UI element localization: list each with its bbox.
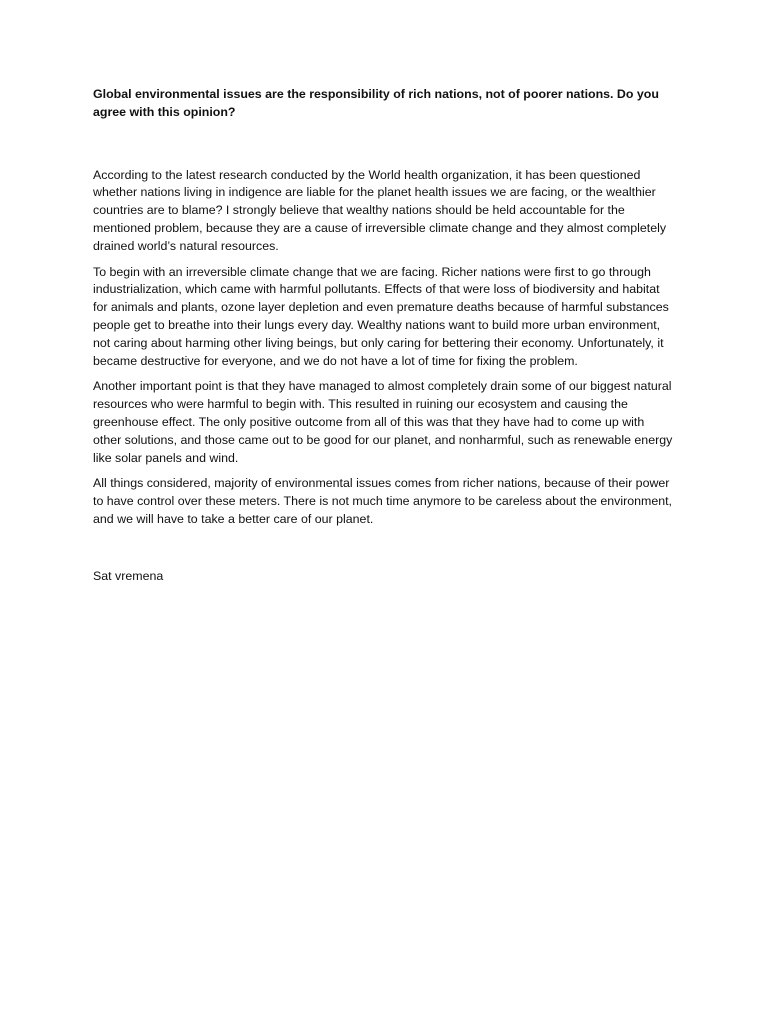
- essay-title: Global environmental issues are the responsibility of rich nations, not of poorer nations. Do you agree with this opinion?: [93, 87, 659, 119]
- signature: Sat vremena: [93, 568, 164, 583]
- paragraph-natural-resources: Another important point is that they have managed to almost completely drain some of our biggest natural resources who were harmful to begin with. This resulted in ruining our ecosystem and causing the greenhouse effect. The only positive outcome from all of this was that they have had to come up with other solutions, and those came out to be good for our planet, and nonharmful, such as renewable energy like solar panels and wind.: [93, 379, 673, 465]
- document-body: [93, 86, 675, 594]
- paragraph-conclusion: All things considered, majority of environmental issues comes from richer nations, because of their power to have control over these meters. There is not much time anymore to be careless about the environment, and we will have to take a better care of our planet.: [93, 476, 672, 526]
- paragraph-climate-change: To begin with an irreversible climate change that we are facing. Richer nations were first to go through industrialization, which came with harmful pollutants. Effects of that were loss of biodiversity and habitat for animals and plants, ozone layer depletion and even premature deaths because of harmful substances people get to breathe into their lungs every day. Wealthy nations want to build more urban environment, not caring about harming other living beings, but only caring for bettering their economy. Unfortunately, it became destructive for everyone, and we do not have a lot of time for fixing the problem.: [93, 264, 669, 368]
- paragraph-intro: According to the latest research conducted by the World health organization, it has been questioned whether nations living in indigence are liable for the planet health issues we are facing, or the wealthier countries are to blame? I strongly believe that wealthy nations should be held accountable for the mentioned problem, because they are a cause of irreversible climate change and they almost completely drained world’s natural resources.: [93, 167, 667, 253]
